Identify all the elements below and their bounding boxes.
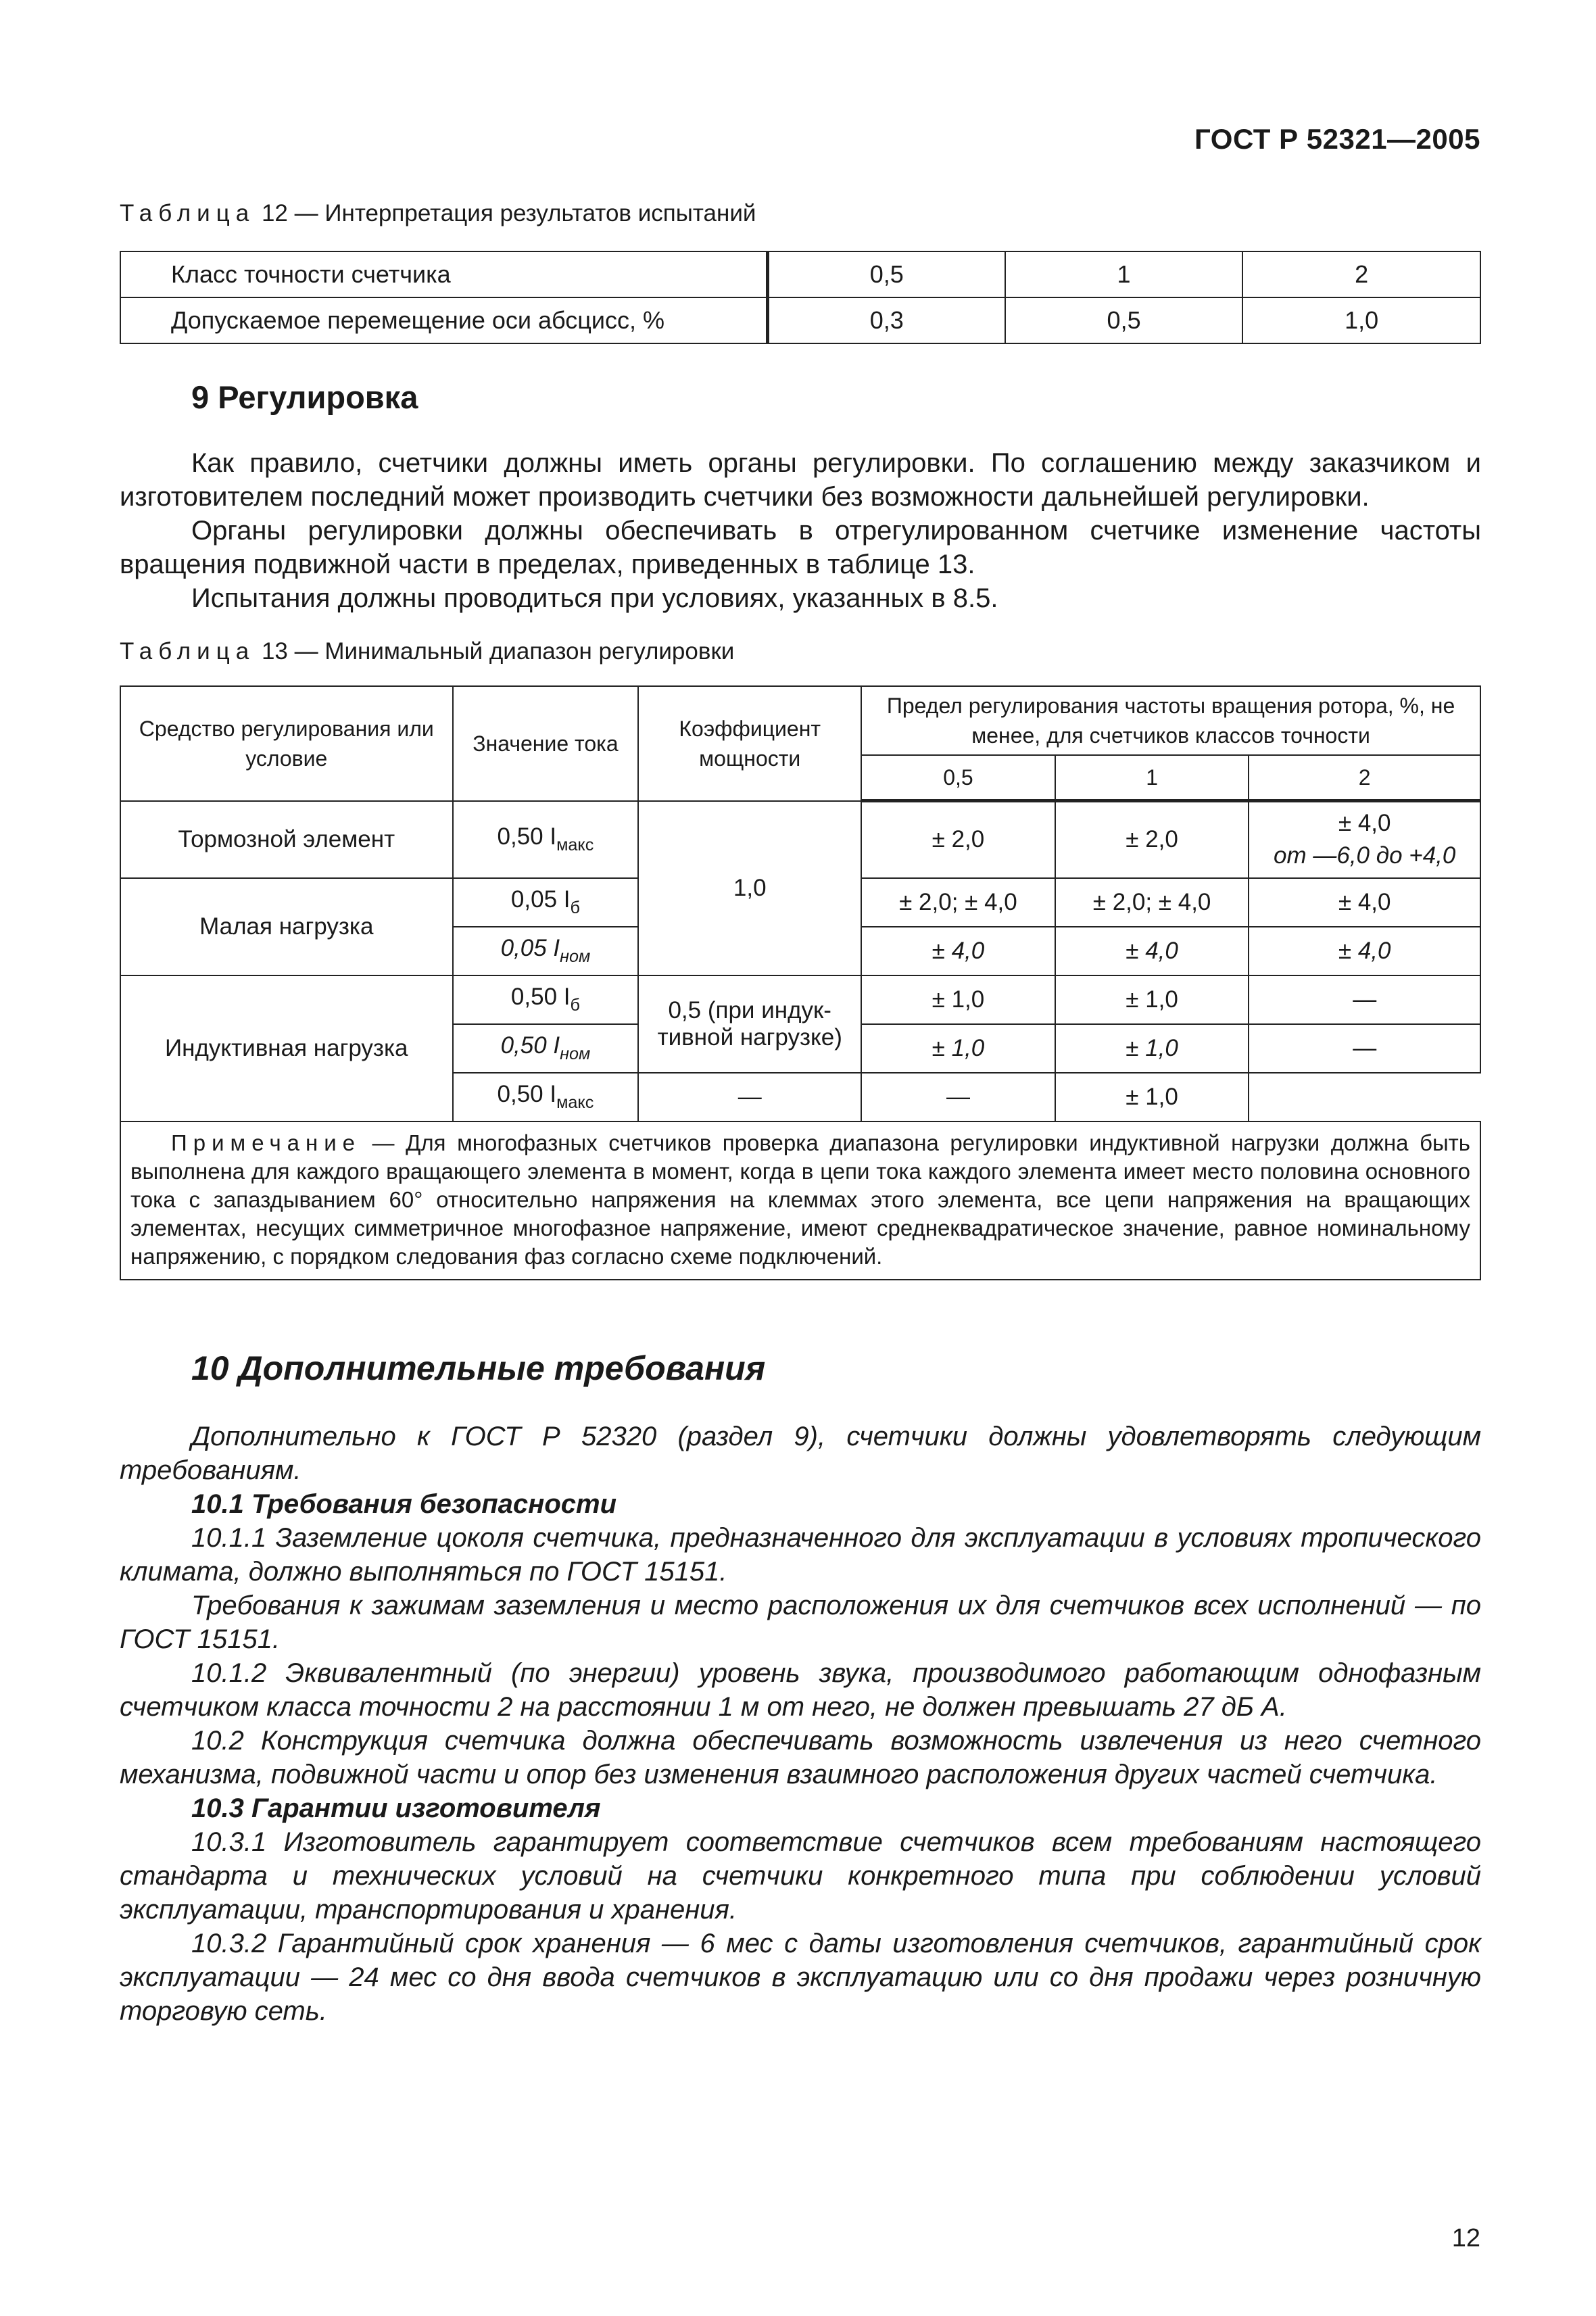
- current-cell: [453, 1073, 639, 1121]
- table-cell-line: ± 4,0: [1338, 810, 1391, 837]
- table-cell: ± 2,0; ± 4,0: [861, 878, 1055, 927]
- current-value: 0,50 I: [497, 823, 557, 850]
- current-value: 0,05 I: [510, 886, 571, 913]
- current-cell: [453, 927, 639, 975]
- header-class: 1: [1055, 755, 1249, 801]
- table-13-caption-label: Таблица: [120, 638, 256, 665]
- paragraph: Испытания должны проводиться при условиях, указанных в 8.5.: [191, 583, 998, 613]
- subsection-heading: [120, 1791, 1481, 1825]
- table-12: [120, 251, 1481, 344]
- table-cell: 1: [1005, 251, 1243, 297]
- table-cell: 2: [1242, 251, 1480, 297]
- header-current: Значение тока: [453, 686, 639, 801]
- table-note-row: [120, 1121, 1480, 1280]
- table-13: [120, 685, 1481, 1280]
- table-header-row: [120, 686, 1480, 755]
- table-row: [120, 801, 1480, 878]
- paragraph: Как правило, счетчики должны иметь органы регулировки. По соглашению между заказчиком и изготовителем последний может производить счетчики без возможности дальнейшей регулировки.: [120, 448, 1481, 512]
- table-12-caption-text: 12 — Интерпретация результатов испытаний: [261, 200, 756, 226]
- paragraph: Дополнительно к ГОСТ Р 52320 (раздел 9), счетчики должны удовлетворять следующим требованиям.: [120, 1422, 1481, 1485]
- table-cell-line: от —6,0 до +4,0: [1274, 842, 1456, 869]
- note-label: Примечание: [171, 1130, 362, 1155]
- table-cell: 1,0: [1242, 297, 1480, 343]
- table-cell: ± 4,0: [1055, 927, 1249, 975]
- table-cell: ± 2,0; ± 4,0: [1055, 878, 1249, 927]
- table-cell: ± 4,0: [861, 927, 1055, 975]
- current-value: 0,50 I: [510, 984, 571, 1011]
- table-row: [120, 975, 1480, 1024]
- table-cell: ± 2,0: [861, 801, 1055, 878]
- current-value: 0,50 I: [497, 1081, 557, 1108]
- table-cell: ± 4,0: [1249, 878, 1480, 927]
- power-factor-cell: 0,5 (при индук-тивной нагрузке): [638, 975, 861, 1073]
- current-subscript: макс: [556, 1092, 594, 1112]
- table-13-caption: [120, 638, 734, 665]
- subsection-10-3-title: 10.3 Гарантии изготовителя: [191, 1793, 601, 1823]
- current-subscript: ном: [560, 1044, 591, 1063]
- paragraph: Органы регулировки должны обеспечивать в отрегулированном счетчике изменение частоты вращения подвижной части в пределах, приведенных в таблице 13.: [120, 516, 1481, 579]
- header-class: 2: [1249, 755, 1480, 801]
- table-note: [120, 1121, 1480, 1280]
- current-cell: [453, 801, 639, 878]
- row-label: Тормозной элемент: [120, 801, 453, 878]
- paragraph: 10.1.2 Эквивалентный (по энергии) уровень звука, производимого работающим однофазным счетчиком класса точности 2 на расстоянии 1 м от него, не должен превышать 27 дБ А.: [120, 1658, 1481, 1722]
- table-cell: 0,5: [1005, 297, 1243, 343]
- table-cell: —: [1249, 975, 1480, 1024]
- current-subscript: макс: [556, 835, 594, 854]
- paragraph: 10.2 Конструкция счетчика должна обеспечивать возможность извлечения из него счетного механизма, подвижной части и опор без изменения взаимного расположения других частей счетчика.: [120, 1726, 1481, 1789]
- subsection-10-1-title: 10.1 Требования безопасности: [191, 1489, 617, 1519]
- current-subscript: б: [570, 995, 580, 1015]
- section-10-body: [120, 1420, 1481, 2028]
- current-cell: [453, 878, 639, 927]
- table-row: [120, 251, 1480, 297]
- table-cell: Допускаемое перемещение оси абсцисс, %: [120, 297, 767, 343]
- table-cell: 0,3: [767, 297, 1005, 343]
- current-cell: [453, 975, 639, 1024]
- header-means: Средство регулирования или условие: [120, 686, 453, 801]
- table-cell: —: [638, 1073, 861, 1121]
- section-9-heading: 9 Регулировка: [191, 379, 418, 415]
- standard-designation: ГОСТ Р 52321—2005: [1194, 123, 1480, 155]
- section-9-body: [120, 446, 1481, 615]
- paragraph: Требования к зажимам заземления и место расположения их для счетчиков всех исполнений — по ГОСТ 15151.: [120, 1591, 1481, 1654]
- row-label: Малая нагрузка: [120, 878, 453, 975]
- paragraph: 10.1.1 Заземление цоколя счетчика, предназначенного для эксплуатации в условиях тропического климата, должно выполняться по ГОСТ 15151.: [120, 1523, 1481, 1587]
- table-cell: ± 1,0: [861, 1024, 1055, 1073]
- current-subscript: ном: [560, 946, 591, 966]
- table-cell: ± 1,0: [1055, 975, 1249, 1024]
- table-cell: —: [1249, 1024, 1480, 1073]
- table-12-caption-label: Таблица: [120, 200, 256, 226]
- table-cell: ± 1,0: [1055, 1024, 1249, 1073]
- table-cell: —: [861, 1073, 1055, 1121]
- current-value: 0,50 I: [500, 1032, 560, 1059]
- header-limit: Предел регулирования частоты вращения ротора, %, не менее, для счетчиков классов точности: [861, 686, 1480, 755]
- page-number: 12: [1451, 2224, 1480, 2252]
- table-cell: Класс точности счетчика: [120, 251, 767, 297]
- paragraph: 10.3.1 Изготовитель гарантирует соответствие счетчиков всем требованиям настоящего стандарта и технических условий на счетчики конкретного типа при соблюдении условий эксплуатации, транспортирования и хранения.: [120, 1827, 1481, 1925]
- table-cell: 0,5: [767, 251, 1005, 297]
- section-10-heading: 10 Дополнительные требования: [191, 1349, 766, 1387]
- table-12-caption: [120, 200, 756, 227]
- paragraph: 10.3.2 Гарантийный срок хранения — 6 мес с даты изготовления счетчиков, гарантийный срок эксплуатации — 24 мес со дня ввода счетчиков в эксплуатацию или со дня продажи через розничную торговую сеть.: [120, 1929, 1481, 2026]
- table-cell: ± 1,0: [861, 975, 1055, 1024]
- table-cell: [1249, 801, 1480, 878]
- power-factor-cell: 1,0: [638, 801, 861, 975]
- note-text: — Для многофазных счетчиков проверка диапазона регулировки индуктивной нагрузки должна быть выполнена для каждого вращающего элемента в момент, когда в цепи тока каждого элемента имеет место половина основного тока с запаздыванием 60° относительно напряжения на клеммах этого элемента, все цепи напряжения на вращающих элементах, несущих симметричное многофазное напряжение, имеют среднеквадратическое значение, равное номинальному напряжению, с порядком следования фаз согласно схеме подключений.: [130, 1130, 1470, 1269]
- table-13-caption-text: 13 — Минимальный диапазон регулировки: [261, 638, 735, 665]
- table-cell: ± 1,0: [1055, 1073, 1249, 1121]
- subsection-heading: [120, 1487, 1481, 1521]
- current-subscript: б: [570, 898, 580, 917]
- header-class: 0,5: [861, 755, 1055, 801]
- header-power-factor: Коэффициент мощности: [638, 686, 861, 801]
- table-row: [120, 297, 1480, 343]
- current-value: 0,05 I: [500, 935, 560, 962]
- table-cell: ± 2,0: [1055, 801, 1249, 878]
- row-label: Индуктивная нагрузка: [120, 975, 453, 1121]
- table-cell: ± 4,0: [1249, 927, 1480, 975]
- current-cell: [453, 1024, 639, 1073]
